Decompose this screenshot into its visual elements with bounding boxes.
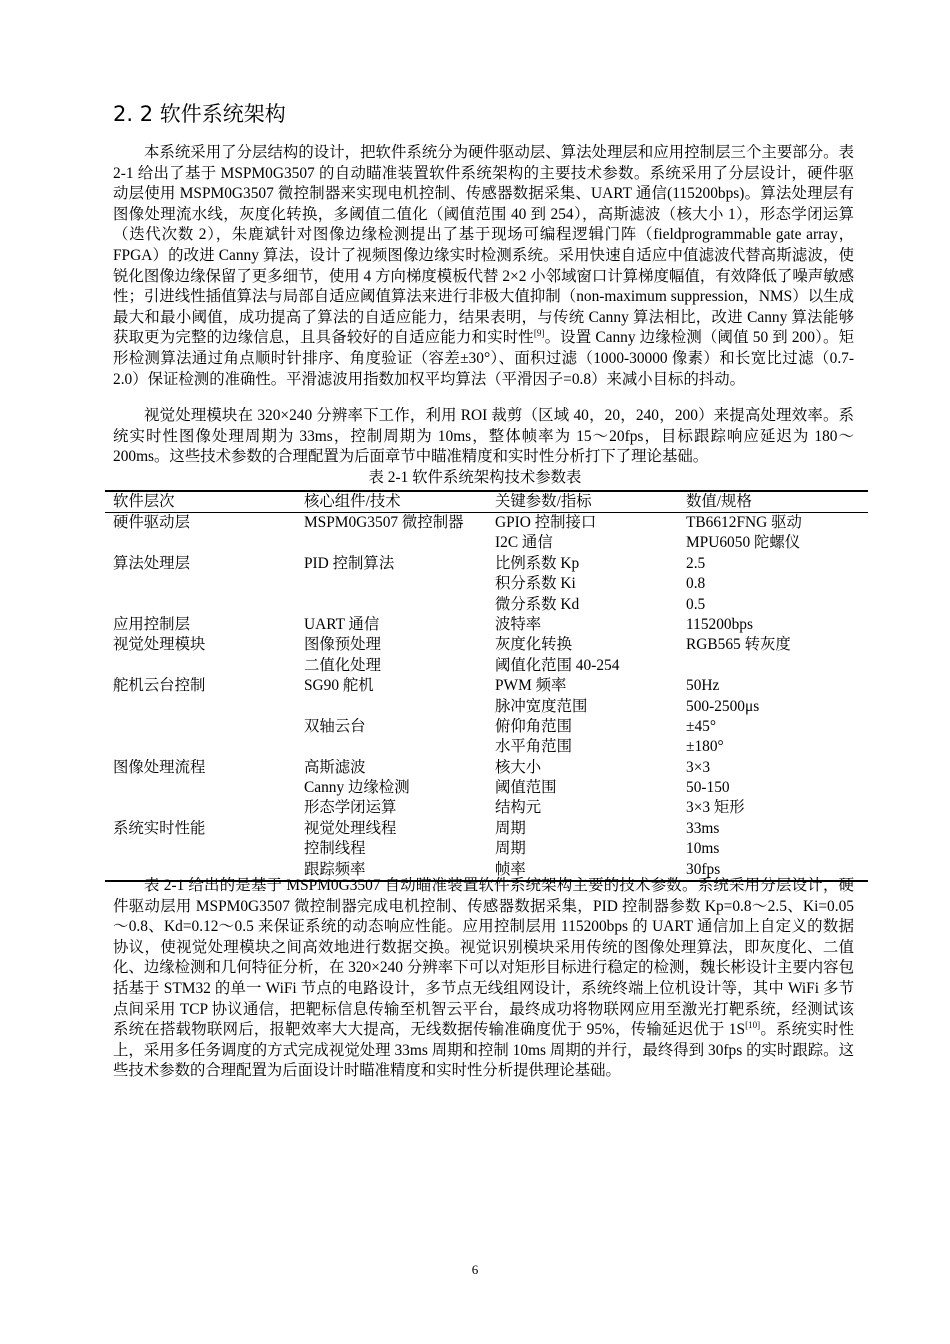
column-header-layer: 软件层次 (105, 491, 296, 513)
cell-layer: 系统实时性能 (113, 819, 206, 837)
paragraph-1 (113, 143, 854, 390)
paragraph-3 (113, 876, 854, 1082)
cell-parameter: 周期 (495, 840, 526, 858)
cell-layer (105, 798, 296, 818)
cell-value: 0.8 (686, 575, 706, 593)
table-row (105, 839, 868, 859)
table-row (105, 697, 868, 717)
cell-layer: 图像处理流程 (113, 758, 206, 776)
cell-component: UART 通信 (304, 615, 380, 633)
cell-parameter: 微分系数 Kd (495, 595, 580, 613)
cell-value: 115200bps (686, 615, 753, 633)
table-row (105, 595, 868, 615)
cell-value: 2.5 (686, 554, 706, 572)
cell-layer: 硬件驱动层 (113, 514, 190, 531)
cell-component (296, 697, 487, 717)
table-row (105, 615, 868, 635)
cell-layer (105, 839, 296, 859)
cell-parameter: 波特率 (495, 615, 542, 633)
cell-value: 50-150 (686, 779, 730, 797)
table-row (105, 574, 868, 594)
table-row (105, 513, 868, 534)
table-row (105, 676, 868, 696)
cell-parameter: 结构元 (495, 799, 542, 817)
cell-value: 3×3 矩形 (686, 799, 745, 817)
paragraph-1-text-a: 本系统采用了分层结构的设计，把软件系统分为硬件驱动层、算法处理层和应用控制层三个主要部分。表 2-1 给出了基于 MSPM0G3507 的自动瞄准装置软件系统架构的主要技术参数。系统采用了分层设计，硬件驱动层使用 MSPM0G3507 微控制器来实现电机控制、传感器数据采集、UART 通信(115200bps)。算法处理层有图像处理流水线，灰度化转换，多阈值二值化（阈值范围 40 到 254），高斯滤波（核大小 1），形态学闭运算（迭代次数 2），朱鹿斌针对图像边缘检测提出了基于现场可编程逻辑门阵（fieldprogrammable gate array，FPGA）的改进 Canny 算法，设计了视频图像边缘实时检测系统。采用快速自适应中值滤波代替高斯滤波，使锐化图像边缘保留了更多细节，使用 4 方向梯度模板代替 2×2 小邻域窗口计算梯度幅值，有效降低了噪声敏感性；引进线性插值算法与局部自适应阈值算法来进行非极大值抑制（non-maximum suppression，NMS）以生成最大和最小阈值，成功提高了算法的自适应能力，结果表明，与传统 Canny 算法相比，改进 Canny 算法能够获取更为完整的边缘信息，且具备较好的自适应能力和实时性 (113, 144, 854, 347)
cell-component: Canny 边缘检测 (304, 779, 410, 797)
cell-parameter: 帧率 (495, 860, 526, 878)
cell-value (678, 656, 868, 676)
parameter-table (105, 490, 868, 882)
cell-layer (105, 595, 296, 615)
table-caption: 表 2-1 软件系统架构技术参数表 (368, 469, 582, 486)
cell-component: 视觉处理线程 (304, 819, 397, 837)
cell-parameter: 积分系数 Ki (495, 575, 576, 593)
table-row (105, 819, 868, 839)
cell-component: 双轴云台 (304, 717, 366, 735)
table-row (105, 533, 868, 553)
cell-value: 3×3 (686, 758, 711, 776)
cell-component (296, 533, 487, 553)
cell-value: ±180° (686, 738, 724, 756)
table-row (105, 737, 868, 757)
table-row (105, 717, 868, 737)
table-row (105, 656, 868, 676)
cell-component (296, 737, 487, 757)
citation-10: [10] (745, 1020, 761, 1031)
page-number: 6 (471, 1262, 479, 1277)
cell-value: 0.5 (686, 595, 706, 613)
cell-component: 二值化处理 (304, 656, 381, 674)
paragraph-1-text-b: 。设置 Canny 边缘检测（阈值 50 到 200）。矩形检测算法通过角点顺时针排序、角度验证（容差±30°）、面积过滤（1000-30000 像素）和长宽比过滤（0.7-2.0）保证检测的准确性。平滑滤波用指数加权平均算法（平滑因子=0.8）来减小目标的抖动。 (113, 329, 854, 388)
cell-layer (105, 656, 296, 676)
table-row (105, 554, 868, 574)
cell-layer (105, 533, 296, 553)
section-heading: 2. 2 软件系统架构 (113, 102, 286, 126)
cell-parameter: 灰度化转换 (495, 636, 572, 654)
cell-parameter: 脉冲宽度范围 (495, 697, 588, 715)
cell-layer: 视觉处理模块 (113, 636, 206, 654)
cell-layer: 舵机云台控制 (113, 677, 206, 695)
cell-component: PID 控制算法 (304, 554, 395, 572)
cell-value: RGB565 转灰度 (686, 636, 791, 654)
cell-layer: 算法处理层 (113, 554, 190, 572)
cell-component: 控制线程 (304, 840, 366, 858)
cell-parameter: GPIO 控制接口 (495, 514, 597, 531)
table-row (105, 758, 868, 778)
cell-layer (105, 737, 296, 757)
cell-layer (105, 778, 296, 798)
cell-value: 33ms (686, 819, 720, 837)
cell-layer (105, 717, 296, 737)
cell-component (296, 595, 487, 615)
cell-layer: 应用控制层 (113, 615, 190, 633)
cell-parameter: 阈值化范围 40-254 (495, 656, 620, 674)
cell-value: 10ms (686, 840, 720, 858)
cell-layer (105, 574, 296, 594)
cell-component (296, 574, 487, 594)
cell-parameter: I2C 通信 (495, 534, 553, 552)
cell-parameter: 核大小 (495, 758, 542, 776)
table-header-row (105, 491, 868, 513)
column-header-component: 核心组件/技术 (296, 491, 487, 513)
paragraph-2: 视觉处理模块在 320×240 分辨率下工作，利用 ROI 裁剪（区域 40，20，240，200）来提高处理效率。系统实时性图像处理周期为 33ms，控制周期为 10ms，整体帧率为 15～20fps，目标跟踪响应延迟为 180～200ms。这些技术参数的合理配置为后面章节中瞄准精度和实时性分析打下了理论基础。 (113, 407, 854, 466)
cell-parameter: 俯仰角范围 (495, 717, 572, 735)
cell-value: ±45° (686, 717, 716, 735)
table-body (105, 513, 868, 882)
table-row (105, 778, 868, 798)
table-row (105, 635, 868, 655)
cell-component: 形态学闭运算 (304, 799, 397, 817)
cell-value: 500-2500μs (686, 697, 760, 715)
cell-component: 高斯滤波 (304, 758, 366, 776)
cell-layer (105, 697, 296, 717)
cell-component: 跟踪频率 (304, 860, 366, 878)
cell-value: 30fps (686, 860, 721, 878)
citation-9: [9] (533, 328, 545, 339)
cell-parameter: 阈值范围 (495, 779, 557, 797)
cell-parameter: 比例系数 Kp (495, 554, 580, 572)
table-row (105, 798, 868, 818)
cell-value: TB6612FNG 驱动 (686, 514, 802, 531)
cell-component: SG90 舵机 (304, 677, 374, 695)
cell-parameter: 水平角范围 (495, 738, 572, 756)
cell-value: MPU6050 陀螺仪 (686, 534, 801, 552)
cell-component: 图像预处理 (304, 636, 381, 654)
cell-parameter: PWM 频率 (495, 677, 567, 695)
cell-value: 50Hz (686, 677, 720, 695)
paragraph-3-text-b: 。系统实时性上，采用多任务调度的方式完成视觉处理 33ms 周期和控制 10ms 周期的并行，最终得到 30fps 的实时跟踪。这些技术参数的合理配置为后面设计时瞄准精度和实时性分析提供理论基础。 (113, 1021, 854, 1080)
column-header-parameter: 关键参数/指标 (487, 491, 678, 513)
column-header-value: 数值/规格 (678, 491, 868, 513)
cell-component: MSPM0G3507 微控制器 (304, 514, 464, 531)
cell-parameter: 周期 (495, 819, 526, 837)
paragraph-3-text-a: 表 2-1 给出的是基于 MSPM0G3507 自动瞄准装置软件系统架构主要的技术参数。系统采用分层设计，硬件驱动层用 MSPM0G3507 微控制器完成电机控制、传感器数据采集，PID 控制器参数 Kp=0.8～2.5、Ki=0.05～0.8、Kd=0.12～0.5 来保证系统的动态响应性能。应用控制层用 115200bps 的 UART 通信加上自定义的数据协议，使视觉处理模块之间高效地进行数据交换。视觉识别模块采用传统的图像处理算法，即灰度化、二值化、边缘检测和几何特征分析，在 320×240 分辨率下可以对矩形目标进行稳定的检测，魏长彬设计主要内容包括基于 STM32 的单一 WiFi 节点的电路设计，多节点无线组网设计，系统终端上位机设计等，其中 WiFi 多节点间采用 TCP 协议通信，把靶标信息传输至机智云平台，最终成功将物联网应用至激光打靶系统，经测试该系统在搭载物联网后，报靶效率大大提高，无线数据传输准确度优于 95%，传输延迟优于 1S (113, 877, 854, 1039)
